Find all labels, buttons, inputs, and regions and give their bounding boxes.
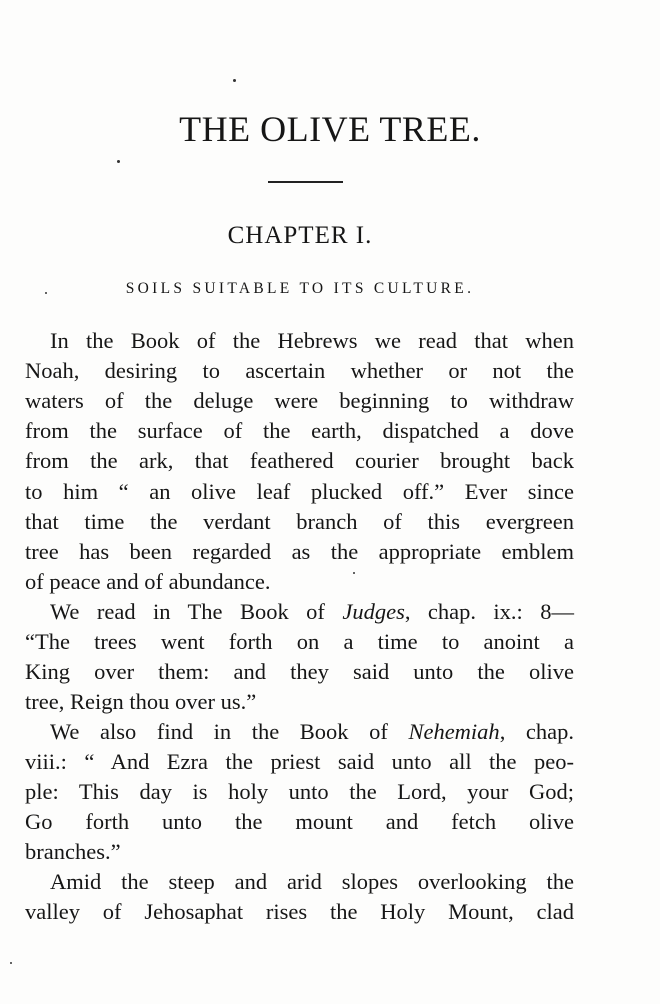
text-run: from the surface of the earth, dispatched a dove	[25, 418, 574, 443]
text-run: of peace and of abundance.	[25, 569, 271, 594]
book-reference-judges: Judges	[342, 599, 405, 624]
text-run: “The trees went forth on a time to anoint a	[25, 629, 574, 654]
text-line	[25, 477, 574, 507]
text-run: Noah, desiring to ascertain whether or not the	[25, 358, 574, 383]
text-run: to him “ an olive leaf plucked off.” Ever since	[25, 479, 574, 504]
chapter-heading: CHAPTER I.	[227, 222, 373, 249]
text-run: from the ark, that feathered courier brought back	[25, 448, 574, 473]
text-run: We read in The Book of	[50, 599, 343, 624]
text-line	[25, 897, 574, 927]
text-line	[50, 717, 574, 747]
text-line	[25, 386, 574, 416]
text-line	[25, 507, 574, 537]
text-run: that time the verdant branch of this evergreen	[25, 509, 574, 534]
text-run: Amid the steep and arid slopes overlooking the	[50, 869, 574, 894]
text-line	[50, 326, 574, 356]
text-line	[25, 416, 574, 446]
paper-speck	[233, 79, 236, 82]
text-line	[25, 627, 574, 657]
text-line	[25, 537, 574, 567]
text-run: waters of the deluge were beginning to withdraw	[25, 388, 574, 413]
book-reference-nehemiah: Nehemiah	[408, 719, 500, 744]
text-run: , chap.	[499, 719, 574, 744]
text-line	[50, 867, 574, 897]
page-title: THE OLIVE TREE.	[179, 109, 481, 149]
chapter-subtitle: SOILS SUITABLE TO ITS CULTURE.	[125, 280, 475, 297]
paper-speck	[10, 962, 12, 964]
text-line	[50, 597, 574, 627]
text-line	[25, 807, 574, 837]
text-run: In the Book of the Hebrews we read that when	[50, 328, 574, 353]
text-line	[25, 777, 574, 807]
text-run: King over them: and they said unto the olive	[25, 659, 574, 684]
text-line	[25, 567, 574, 597]
text-run: valley of Jehosaphat rises the Holy Mount, clad	[25, 899, 574, 924]
text-line	[25, 446, 574, 476]
text-run: Go forth unto the mount and fetch olive	[25, 809, 574, 834]
text-run: tree, Reign thou over us.”	[25, 689, 257, 714]
text-line	[25, 747, 574, 777]
text-line	[25, 356, 574, 386]
text-run: branches.”	[25, 839, 121, 864]
title-divider	[268, 181, 343, 183]
text-run: ple: This day is holy unto the Lord, your God;	[25, 779, 574, 804]
text-line	[25, 687, 574, 717]
text-run: , chap. ix.: 8—	[404, 599, 574, 624]
text-line	[25, 837, 574, 867]
text-run: We also find in the Book of	[50, 719, 409, 744]
text-run: tree has been regarded as the appropriate emblem	[25, 539, 574, 564]
text-line	[25, 657, 574, 687]
paper-speck	[117, 160, 120, 163]
text-run: viii.: “ And Ezra the priest said unto all the peo-	[25, 749, 574, 774]
